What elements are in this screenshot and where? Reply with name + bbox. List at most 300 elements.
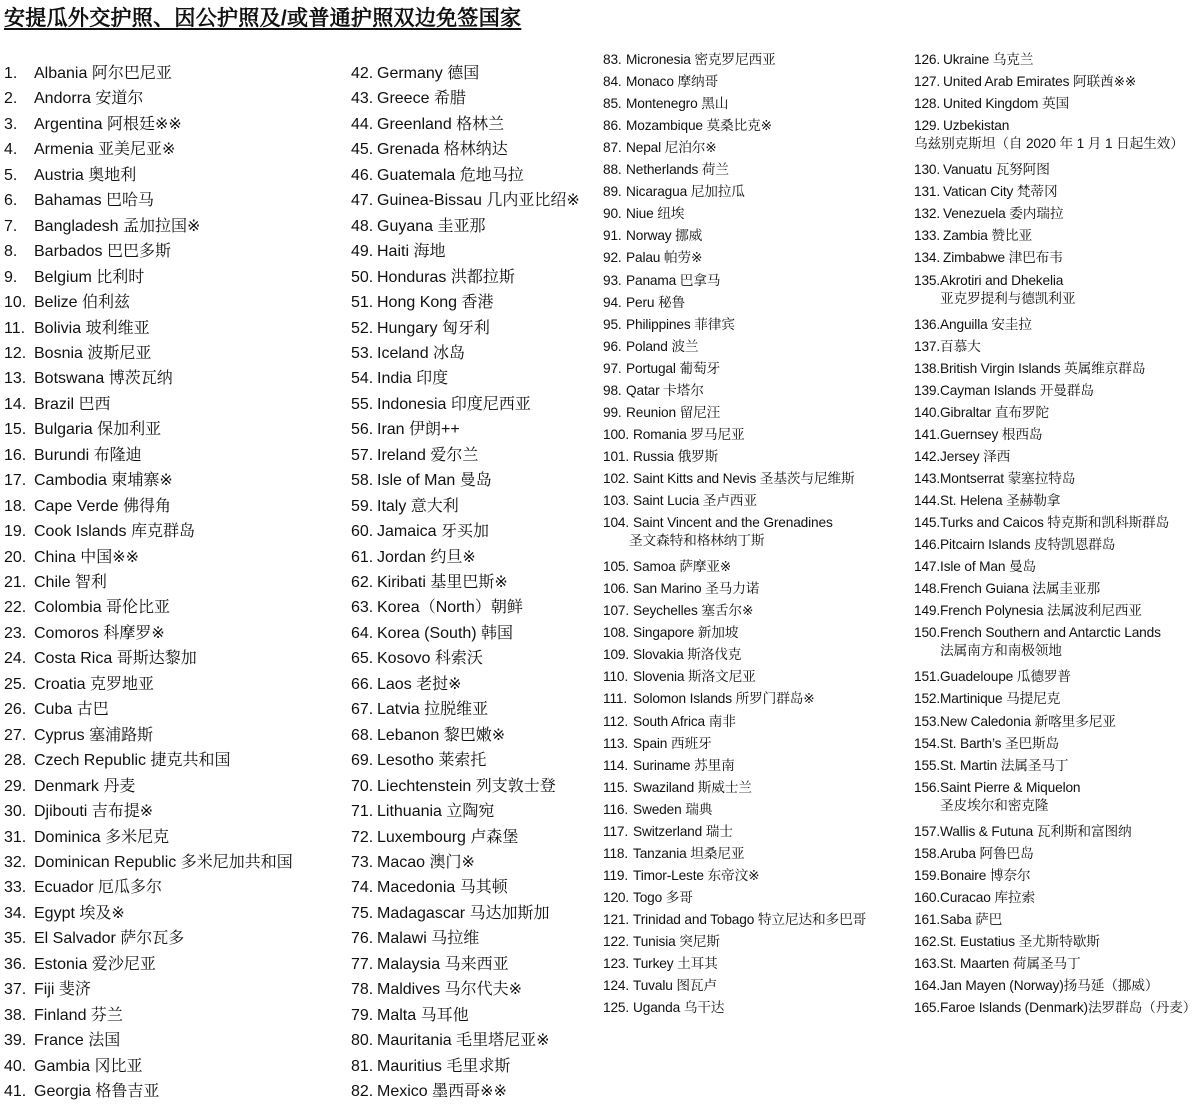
- list-item: [4, 217, 200, 237]
- list-item: [914, 360, 1145, 378]
- country-name: Burundi 布隆迪: [34, 446, 142, 464]
- country-name: Djibouti 吉布提※: [34, 803, 154, 821]
- list-item: [603, 95, 728, 113]
- item-number: 49.: [351, 243, 374, 261]
- item-number: 63.: [351, 599, 374, 617]
- item-number: 85.: [603, 96, 622, 112]
- country-name: Bolivia 玻利维亚: [34, 319, 150, 337]
- list-item: [351, 573, 508, 593]
- country-name: Bulgaria 保加利亚: [34, 421, 162, 439]
- item-number: 51.: [351, 294, 374, 312]
- country-name: Togo 多哥: [633, 889, 693, 905]
- country-name: India 印度: [377, 370, 449, 388]
- item-number: 83.: [603, 52, 622, 67]
- country-name: Montenegro 黑山: [626, 96, 729, 112]
- list-item: [4, 980, 91, 1000]
- list-item: [351, 904, 550, 924]
- country-name: Ecuador 厄瓜多尔: [34, 879, 163, 897]
- list-item: [603, 161, 729, 179]
- list-item: [914, 117, 1184, 153]
- country-name: Armenia 亚美尼亚※: [34, 141, 176, 159]
- item-number: 77.: [351, 955, 374, 973]
- list-item: [914, 51, 1033, 69]
- list-item: [914, 602, 1142, 620]
- list-item: [603, 338, 698, 356]
- list-item: [603, 889, 693, 907]
- country-name: Mexico 墨西哥※※: [377, 1083, 507, 1100]
- item-number: 23.: [4, 624, 27, 642]
- list-item: [4, 497, 171, 517]
- country-name: Montserrat 蒙塞拉特岛: [940, 470, 1076, 486]
- list-item: [351, 700, 488, 720]
- country-name: Mauritania 毛里塔尼亚※: [377, 1032, 550, 1050]
- country-name: Tanzania 坦桑尼亚: [633, 845, 745, 861]
- list-item: [4, 726, 153, 746]
- list-item: [914, 73, 1136, 91]
- country-name: British Virgin Islands 英属维京群岛: [940, 360, 1146, 376]
- country-name: Estonia 爱沙尼亚: [34, 955, 156, 973]
- item-number: 74.: [351, 879, 374, 897]
- item-number: 148.: [914, 581, 941, 597]
- country-name: San Marino 圣马力诺: [633, 581, 760, 597]
- country-name: Guatemala 危地马拉: [377, 166, 524, 184]
- list-item: [914, 624, 1161, 660]
- country-name: Georgia 格鲁吉亚: [34, 1083, 160, 1100]
- country-name: Honduras 洪都拉斯: [377, 268, 515, 286]
- item-number: 107.: [603, 603, 630, 619]
- item-number: 32.: [4, 853, 27, 871]
- country-name-chinese: 圣文森特和格林纳丁斯: [629, 533, 765, 549]
- item-number: 25.: [4, 675, 27, 693]
- list-item: [4, 1082, 159, 1102]
- country-name-chinese: 法属南方和南极领地: [940, 643, 1062, 659]
- list-item: [914, 227, 1032, 245]
- list-item: [914, 690, 1060, 708]
- country-name: Akrotiri and Dhekelia: [940, 272, 1064, 288]
- country-name: Qatar 卡塔尔: [626, 382, 704, 398]
- country-name: Hungary 匈牙利: [377, 319, 490, 337]
- list-item: [914, 470, 1075, 488]
- country-name: United Kingdom 英国: [943, 96, 1070, 112]
- item-number: 138.: [914, 360, 941, 376]
- item-number: 39.: [4, 1032, 27, 1050]
- country-name-chinese: 乌兹别克斯坦（自 2020 年 1 月 1 日起生效）: [914, 136, 1184, 152]
- item-number: 42.: [351, 65, 374, 82]
- list-item: [351, 649, 483, 669]
- country-name: Jamaica 牙买加: [377, 523, 490, 541]
- item-number: 30.: [4, 803, 27, 821]
- item-number: 98.: [603, 382, 622, 398]
- list-item: [603, 316, 735, 334]
- item-number: 88.: [603, 162, 622, 178]
- item-number: 111.: [603, 691, 628, 707]
- country-name: Bahamas 巴哈马: [34, 192, 155, 210]
- country-name: Cayman Islands 开曼群岛: [940, 382, 1094, 398]
- country-name: Bangladesh 孟加拉国※: [34, 217, 201, 235]
- item-number: 121.: [603, 911, 630, 927]
- list-item: [603, 448, 718, 466]
- list-item: [351, 115, 504, 135]
- item-number: 123.: [603, 956, 630, 972]
- country-name: Cuba 古巴: [34, 701, 109, 719]
- list-item: [4, 624, 165, 644]
- item-number: 64.: [351, 624, 374, 642]
- country-name: Denmark 丹麦: [34, 777, 136, 795]
- list-item: [603, 360, 720, 378]
- list-item: [914, 845, 1034, 863]
- item-number: 34.: [4, 904, 27, 922]
- item-number: 78.: [351, 981, 374, 999]
- list-item: [351, 166, 524, 186]
- list-item: [914, 161, 1050, 179]
- country-name: Colombia 哥伦比亚: [34, 599, 171, 617]
- item-number: 73.: [351, 853, 374, 871]
- country-name: Turkey 土耳其: [633, 956, 718, 972]
- country-name: Liechtenstein 列支敦士登: [377, 777, 556, 795]
- country-name: Gibraltar 直布罗陀: [940, 404, 1049, 420]
- item-number: 61.: [351, 548, 374, 566]
- country-name: Turks and Caicos 特克斯和凯科斯群岛: [940, 515, 1170, 531]
- list-item: [4, 828, 169, 848]
- list-item: [914, 382, 1094, 400]
- item-number: 53.: [351, 344, 374, 362]
- list-item: [603, 735, 712, 753]
- country-name: Germany 德国: [377, 65, 480, 82]
- item-number: 80.: [351, 1032, 374, 1050]
- list-item: [914, 536, 1115, 554]
- list-item: [914, 933, 1100, 951]
- item-number: 5.: [4, 166, 18, 184]
- country-name: Luxembourg 卢森堡: [377, 828, 519, 846]
- item-number: 48.: [351, 217, 374, 235]
- item-number: 31.: [4, 828, 27, 846]
- list-item: [351, 242, 445, 262]
- list-item: [603, 713, 736, 731]
- item-number: 72.: [351, 828, 374, 846]
- item-number: 89.: [603, 184, 622, 200]
- country-name: Saint Vincent and the Grenadines: [633, 515, 833, 531]
- list-item: [4, 878, 162, 898]
- item-number: 35.: [4, 930, 27, 948]
- list-item: [351, 217, 486, 237]
- list-item: [351, 471, 492, 491]
- item-number: 117.: [603, 823, 629, 839]
- country-name: Anguilla 安圭拉: [940, 316, 1032, 332]
- country-name: Switzerland 瑞士: [633, 823, 733, 839]
- country-name: Guadeloupe 瓜德罗普: [940, 669, 1071, 685]
- country-name: Norway 挪威: [626, 228, 703, 244]
- list-item: [351, 828, 518, 848]
- country-name: Laos 老挝※: [377, 675, 462, 693]
- list-item: [4, 268, 144, 288]
- item-number: 142.: [914, 448, 941, 464]
- list-item: [914, 713, 1116, 731]
- list-item: [4, 191, 154, 211]
- list-item: [603, 867, 759, 885]
- country-name: Iran 伊朗++: [377, 421, 460, 439]
- list-item: [4, 420, 161, 440]
- item-number: 126.: [914, 52, 941, 67]
- item-number: 67.: [351, 701, 374, 719]
- item-number: 103.: [603, 493, 630, 508]
- country-name-chinese: 亚克罗提利与德凯利亚: [940, 290, 1076, 306]
- item-number: 97.: [603, 360, 622, 376]
- country-name: Costa Rica 哥斯达黎加: [34, 650, 197, 668]
- item-number: 104.: [603, 515, 630, 531]
- list-item: [351, 64, 479, 84]
- list-item: [351, 980, 522, 1000]
- list-item: [4, 395, 110, 415]
- country-name: Uzbekistan: [943, 118, 1010, 134]
- item-number: 108.: [603, 625, 630, 641]
- list-item: [603, 227, 702, 245]
- list-item: [4, 89, 143, 109]
- item-number: 137.: [914, 338, 941, 354]
- list-item: [351, 140, 508, 160]
- list-item: [351, 675, 462, 695]
- country-name: Czech Republic 捷克共和国: [34, 752, 231, 770]
- list-item: [4, 700, 109, 720]
- item-number: 162.: [914, 934, 941, 949]
- list-item: [603, 757, 735, 775]
- country-name: El Salvador 萨尔瓦多: [34, 930, 185, 948]
- list-item: [914, 580, 1100, 598]
- item-number: 10.: [4, 294, 27, 312]
- list-item: [351, 726, 505, 746]
- list-item: [603, 117, 772, 135]
- country-name: Singapore 新加坡: [633, 625, 739, 641]
- list-item: [351, 446, 478, 466]
- item-number: 45.: [351, 141, 374, 159]
- country-name: Cambodia 柬埔寨※: [34, 472, 173, 490]
- country-name: Jordan 约旦※: [377, 548, 476, 566]
- country-name: Cook Islands 库克群岛: [34, 523, 195, 541]
- item-number: 79.: [351, 1006, 374, 1024]
- item-number: 65.: [351, 650, 374, 668]
- item-number: 33.: [4, 879, 27, 897]
- item-number: 140.: [914, 404, 941, 420]
- list-item: [4, 649, 197, 669]
- country-name: French Guiana 法属圭亚那: [940, 581, 1100, 597]
- country-name: Suriname 苏里南: [633, 757, 735, 773]
- list-item: [4, 319, 150, 339]
- item-number: 17.: [4, 472, 27, 490]
- item-number: 52.: [351, 319, 374, 337]
- list-item: [914, 448, 1010, 466]
- item-number: 124.: [603, 978, 630, 994]
- country-name: Egypt 埃及※: [34, 904, 125, 922]
- item-number: 129.: [914, 118, 941, 134]
- list-item: [351, 395, 531, 415]
- item-number: 164.: [914, 978, 941, 994]
- country-name: Slovakia 斯洛伐克: [633, 647, 742, 663]
- country-name: Portugal 葡萄牙: [626, 360, 721, 376]
- item-number: 38.: [4, 1006, 27, 1024]
- country-name: Greenland 格林兰: [377, 115, 505, 133]
- list-item: [4, 853, 293, 873]
- country-name: Pitcairn Islands 皮特凯恩群岛: [940, 537, 1116, 553]
- list-item: [351, 777, 556, 797]
- country-name: Netherlands 荷兰: [626, 162, 729, 178]
- item-number: 56.: [351, 421, 374, 439]
- item-number: 3.: [4, 115, 18, 133]
- item-number: 94.: [603, 294, 622, 310]
- item-number: 16.: [4, 446, 27, 464]
- item-number: 4.: [4, 141, 18, 159]
- country-name: Curacao 库拉索: [940, 889, 1035, 905]
- list-item: [603, 558, 731, 576]
- country-name: Saint Pierre & Miquelon: [940, 779, 1081, 795]
- list-item: [914, 999, 1196, 1017]
- list-item: [4, 904, 125, 924]
- country-name: Samoa 萨摩亚※: [633, 559, 732, 575]
- list-item: [914, 205, 1063, 223]
- list-item: [4, 777, 135, 797]
- country-name: South Africa 南非: [633, 713, 736, 729]
- list-item: [603, 977, 717, 995]
- list-item: [914, 735, 1059, 753]
- list-item: [914, 955, 1081, 973]
- list-item: [4, 369, 173, 389]
- item-number: 8.: [4, 243, 18, 261]
- list-item: [603, 933, 720, 951]
- country-name: Palau 帕劳※: [626, 250, 703, 266]
- country-name: Hong Kong 香港: [377, 294, 494, 312]
- item-number: 163.: [914, 956, 941, 972]
- country-name: Saint Kitts and Nevis 圣基茨与尼维斯: [633, 470, 855, 486]
- list-item: [351, 598, 523, 618]
- item-number: 59.: [351, 497, 374, 515]
- country-name: Monaco 摩纳哥: [626, 74, 719, 90]
- item-number: 122.: [603, 934, 630, 949]
- list-item: [4, 1057, 142, 1077]
- country-name: United Arab Emirates 阿联酋※※: [943, 74, 1137, 90]
- country-name: Dominican Republic 多米尼加共和国: [34, 853, 293, 871]
- item-number: 37.: [4, 981, 27, 999]
- list-item: [4, 1031, 120, 1051]
- list-item: [4, 293, 130, 313]
- country-name: Isle of Man 曼岛: [377, 472, 492, 490]
- list-item: [603, 514, 833, 550]
- list-item: [4, 751, 231, 771]
- list-item: [603, 668, 756, 686]
- list-item: [4, 573, 107, 593]
- item-number: 131.: [914, 184, 941, 200]
- list-item: [603, 272, 720, 290]
- item-number: 21.: [4, 574, 27, 591]
- country-name: Korea（North）朝鲜: [377, 599, 523, 617]
- item-number: 70.: [351, 777, 374, 795]
- country-name: Vanuatu 瓦努阿图: [943, 162, 1050, 178]
- list-item: [603, 801, 712, 819]
- country-name-chinese: 圣皮埃尔和密克隆: [940, 797, 1049, 813]
- list-item: [603, 999, 724, 1017]
- country-name: Cyprus 塞浦路斯: [34, 726, 154, 744]
- item-number: 93.: [603, 272, 622, 288]
- list-item: [351, 293, 494, 313]
- list-item: [4, 242, 171, 262]
- list-item: [351, 268, 515, 288]
- item-number: 155.: [914, 757, 941, 773]
- item-number: 13.: [4, 370, 27, 388]
- item-number: 26.: [4, 701, 27, 719]
- item-number: 115.: [603, 779, 629, 795]
- list-item: [603, 294, 685, 312]
- item-number: 139.: [914, 382, 941, 398]
- country-name: Saint Lucia 圣卢西亚: [633, 493, 757, 508]
- list-item: [4, 522, 195, 542]
- country-name: Gambia 冈比亚: [34, 1057, 143, 1075]
- list-item: [603, 646, 741, 664]
- item-number: 99.: [603, 404, 622, 420]
- country-name: Belize 伯利兹: [34, 294, 131, 312]
- list-item: [914, 823, 1132, 841]
- country-name: Malawi 马拉维: [377, 930, 480, 948]
- list-item: [351, 802, 494, 822]
- country-name: Vatican City 梵蒂冈: [943, 184, 1058, 200]
- item-number: 149.: [914, 603, 941, 619]
- item-number: 161.: [914, 911, 941, 927]
- page-title: 安提瓜外交护照、因公护照及/或普通护照双边免签国家: [4, 7, 522, 30]
- list-item: [4, 955, 156, 975]
- item-number: 110.: [603, 669, 629, 685]
- list-item: [4, 598, 170, 618]
- item-number: 57.: [351, 446, 374, 464]
- item-number: 128.: [914, 96, 941, 112]
- list-item: [914, 889, 1035, 907]
- country-name: Grenada 格林纳达: [377, 141, 508, 159]
- country-name: Greece 希腊: [377, 90, 466, 108]
- list-item: [603, 51, 776, 69]
- item-number: 60.: [351, 523, 374, 541]
- country-name: Reunion 留尼汪: [626, 404, 721, 420]
- list-item: [603, 249, 702, 267]
- item-number: 11.: [4, 319, 26, 337]
- item-number: 118.: [603, 845, 629, 861]
- country-name: Peru 秘鲁: [626, 294, 686, 310]
- list-item: [603, 183, 745, 201]
- item-number: 66.: [351, 675, 374, 693]
- item-number: 22.: [4, 599, 27, 617]
- item-number: 19.: [4, 523, 27, 541]
- list-item: [914, 668, 1071, 686]
- country-name: Wallis & Futuna 瓦利斯和富图纳: [940, 823, 1132, 839]
- item-number: 127.: [914, 74, 941, 90]
- item-number: 82.: [351, 1083, 374, 1100]
- item-number: 156.: [914, 779, 941, 795]
- country-name: Mauritius 毛里求斯: [377, 1057, 511, 1075]
- country-name: 百慕大: [940, 338, 981, 354]
- list-item: [603, 426, 745, 444]
- list-item: [4, 115, 182, 135]
- country-name: Aruba 阿鲁巴岛: [940, 845, 1034, 861]
- list-item: [351, 522, 489, 542]
- country-name: China 中国※※: [34, 548, 140, 566]
- list-item: [603, 955, 718, 973]
- list-item: [914, 338, 981, 356]
- country-name: Zambia 赞比亚: [943, 228, 1033, 244]
- country-name: Bonaire 博奈尔: [940, 867, 1031, 883]
- item-number: 12.: [4, 344, 27, 362]
- item-number: 106.: [603, 581, 630, 597]
- country-name: Lebanon 黎巴嫩※: [377, 726, 506, 744]
- item-number: 152.: [914, 691, 941, 707]
- list-item: [4, 166, 136, 186]
- list-item: [603, 823, 733, 841]
- list-item: [351, 344, 465, 364]
- list-item: [603, 779, 752, 797]
- list-item: [351, 1006, 469, 1026]
